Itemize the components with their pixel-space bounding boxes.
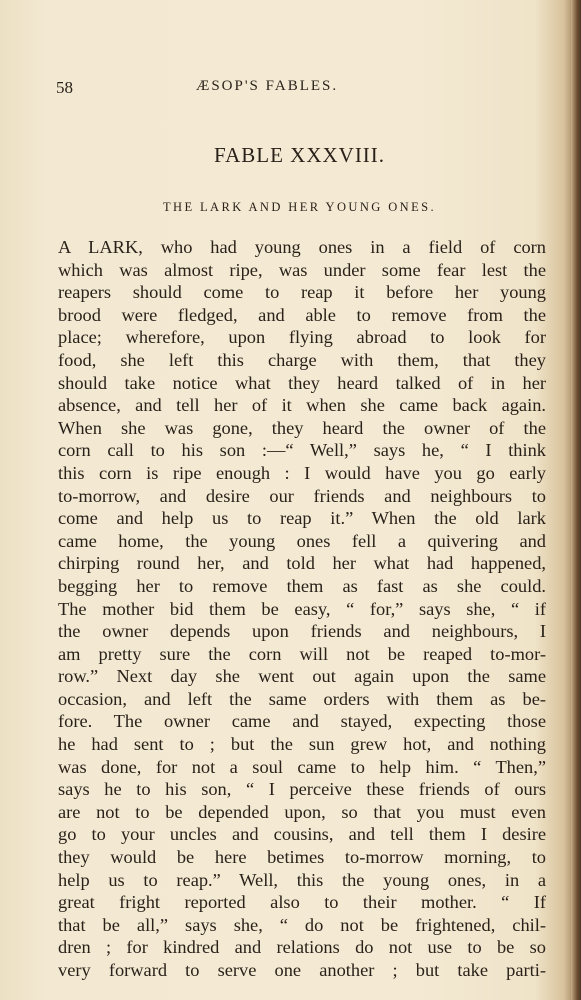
text-line: am pretty sure the corn will not be reaped to-mor-	[58, 643, 546, 664]
text-line: The mother bid them be easy, “ for,” says she, “ if	[58, 598, 546, 619]
text-line: food, she left this charge with them, that they	[58, 349, 546, 370]
text-line: go to your uncles and cousins, and tell them I desire	[58, 824, 546, 845]
text-line: A LARK, who had young ones in a field of corn	[58, 237, 546, 257]
page-number: 58	[56, 78, 73, 97]
text-line: that be all,” says she, “ do not be frightened, chil-	[58, 914, 546, 935]
text-line: When she was gone, they heard the owner of the	[58, 417, 546, 438]
page-header	[56, 78, 546, 102]
text-line: occasion, and left the same orders with them as be-	[58, 688, 546, 709]
fable-number-heading: FABLE XXXVIII.	[213, 143, 386, 167]
text-line: to-morrow, and desire our friends and neighbours to	[58, 485, 546, 506]
text-line: are not to be depended upon, so that you must even	[58, 801, 546, 822]
text-line: corn call to his son :—“ Well,” says he, “ I think	[58, 440, 546, 461]
text-line: they would be here betimes to-morrow morning, to	[58, 847, 546, 868]
text-line: reapers should come to reap it before her young	[58, 282, 546, 303]
text-line: the owner depends upon friends and neighbours, I	[58, 621, 546, 642]
text-line: this corn is ripe enough : I would have you go early	[58, 462, 546, 483]
text-line: help us to reap.” Well, this the young ones, in a	[58, 869, 546, 890]
text-line: absence, and tell her of it when she came back again.	[58, 395, 546, 416]
text-line: come and help us to reap it.” When the old lark	[58, 508, 546, 529]
text-line: he had sent to ; but the sun grew hot, and nothing	[58, 734, 546, 755]
fable-title: THE LARK AND HER YOUNG ONES.	[163, 200, 436, 214]
text-line: says he to his son, “ I perceive these friends of ours	[58, 779, 546, 800]
fable-body	[58, 236, 546, 982]
text-line: brood were fledged, and able to remove from the	[58, 304, 546, 325]
text-line: should take notice what they heard talked of in her	[58, 372, 546, 393]
text-line: great fright reported also to their mother. “ If	[58, 892, 546, 913]
text-line: begging her to remove them as fast as she could.	[58, 575, 546, 596]
text-line: chirping round her, and told her what had happened,	[58, 553, 546, 574]
running-head: ÆSOP'S FABLES.	[196, 78, 339, 94]
text-line: place; wherefore, upon flying abroad to look for	[58, 327, 546, 348]
text-line: which was almost ripe, was under some fear lest the	[58, 259, 546, 280]
text-line: was done, for not a soul came to help him. “ Then,”	[58, 756, 546, 777]
text-line: row.” Next day she went out again upon the same	[58, 666, 546, 687]
text-line: very forward to serve one another ; but take parti-	[58, 960, 546, 980]
text-line: fore. The owner came and stayed, expecting those	[58, 711, 546, 732]
text-line: dren ; for kindred and relations do not use to be so	[58, 937, 546, 958]
text-line: came home, the young ones fell a quivering and	[58, 530, 546, 551]
